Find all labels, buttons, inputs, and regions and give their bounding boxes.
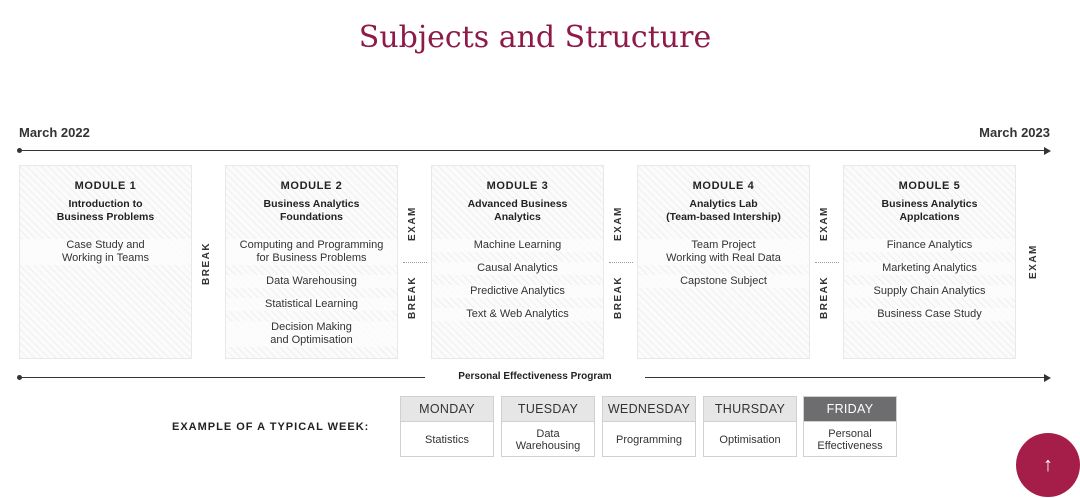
module-title: Advanced Business Analytics <box>467 198 568 223</box>
module-card-5 <box>843 165 1016 359</box>
separator-dots <box>815 262 839 263</box>
module-card-4 <box>637 165 810 359</box>
module-subject: Text & Web Analytics <box>432 308 603 321</box>
module-card-3 <box>431 165 604 359</box>
module-subject: Predictive Analytics <box>432 285 603 298</box>
day-subject: Personal Effectiveness <box>817 427 883 452</box>
timeline-start-date: March 2022 <box>19 125 90 140</box>
module-title: Introduction to Business Problems <box>56 198 155 223</box>
module-subject: Case Study and Working in Teams <box>20 239 191 265</box>
day-card-monday <box>400 396 494 457</box>
day-name: THURSDAY <box>704 397 796 422</box>
break-label: BREAK <box>613 275 624 319</box>
day-card-friday <box>803 396 897 457</box>
module-title: Analytics Lab (Team-based Intership) <box>666 198 781 223</box>
scroll-top-button[interactable] <box>1016 433 1080 497</box>
module-subject: Business Case Study <box>844 308 1015 321</box>
day-subject: Statistics <box>424 433 469 446</box>
day-subject: Programming <box>615 433 683 446</box>
exam-label: EXAM <box>819 206 830 242</box>
separator-dots <box>609 262 633 263</box>
module-subject: Marketing Analytics <box>844 262 1015 275</box>
module-subject: Decision Making and Optimisation <box>226 321 397 347</box>
day-name: FRIDAY <box>804 397 896 422</box>
exam-label: EXAM <box>613 206 624 242</box>
module-number: MODULE 3 <box>486 180 549 192</box>
module-subject: Team Project Working with Real Data <box>638 239 809 265</box>
day-name: TUESDAY <box>502 397 594 422</box>
break-label: BREAK <box>819 275 830 319</box>
module-subject: Capstone Subject <box>638 275 809 288</box>
module-title: Business Analytics Foundations <box>263 198 360 223</box>
typical-week-label: EXAMPLE OF A TYPICAL WEEK: <box>172 421 370 433</box>
day-name: WEDNESDAY <box>603 397 695 422</box>
separator-dots <box>403 262 427 263</box>
page-title: Subjects and Structure <box>358 20 712 55</box>
module-subject: Causal Analytics <box>432 262 603 275</box>
module-number: MODULE 1 <box>74 180 137 192</box>
module-number: MODULE 5 <box>898 180 961 192</box>
day-card-thursday <box>703 396 797 457</box>
timeline-end-date: March 2023 <box>979 125 1050 140</box>
exam-label: EXAM <box>1028 244 1039 280</box>
module-title: Business Analytics Applcations <box>881 198 978 223</box>
module-subject: Statistical Learning <box>226 298 397 311</box>
break-label: BREAK <box>201 241 212 285</box>
module-card-2 <box>225 165 398 359</box>
module-subject: Machine Learning <box>432 239 603 252</box>
timeline-arrow-icon <box>1044 147 1051 155</box>
break-label: BREAK <box>407 275 418 319</box>
exam-label: EXAM <box>407 206 418 242</box>
personal-effectiveness-label: Personal Effectiveness Program <box>425 371 645 382</box>
day-name: MONDAY <box>401 397 493 422</box>
day-card-wednesday <box>602 396 696 457</box>
module-subject: Supply Chain Analytics <box>844 285 1015 298</box>
module-subject: Data Warehousing <box>226 275 397 288</box>
arrow-up-icon: ↑ <box>1043 454 1053 476</box>
module-number: MODULE 2 <box>280 180 343 192</box>
day-subject: Data Warehousing <box>515 427 581 452</box>
timeline-line <box>20 150 1045 151</box>
module-card-1 <box>19 165 192 359</box>
module-number: MODULE 4 <box>692 180 755 192</box>
day-card-tuesday <box>501 396 595 457</box>
module-subject: Computing and Programming for Business Problems <box>226 239 397 265</box>
module-subject: Finance Analytics <box>844 239 1015 252</box>
pep-arrow-icon <box>1044 374 1051 382</box>
day-subject: Optimisation <box>719 433 781 446</box>
